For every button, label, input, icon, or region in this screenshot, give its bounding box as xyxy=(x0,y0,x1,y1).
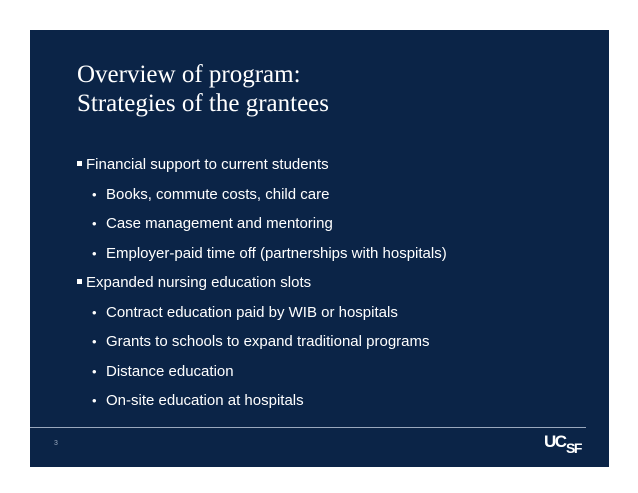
page-number: 3 xyxy=(54,440,58,447)
slide-title-line-2: Strategies of the grantees xyxy=(77,90,329,117)
bullet-text: Expanded nursing education slots xyxy=(86,274,312,291)
sub-bullet-item xyxy=(77,386,447,416)
bullet-text: Contract education paid by WIB or hospitals xyxy=(106,303,398,321)
slide-title-line-1: Overview of program: xyxy=(77,61,301,88)
sub-bullet-item xyxy=(77,239,447,269)
dot-bullet-icon: • xyxy=(92,393,97,408)
bullet-text: On-site education at hospitals xyxy=(106,392,304,409)
dot-bullet-icon: • xyxy=(92,363,97,379)
dot-bullet-icon: • xyxy=(92,334,97,349)
slide-title xyxy=(77,60,329,118)
bullet-text: Employer-paid time off (partnerships with hospitals) xyxy=(106,244,447,262)
bullet-text: Distance education xyxy=(106,362,234,380)
bullet-list xyxy=(77,150,447,416)
slide xyxy=(30,30,609,467)
logo-main-text: UC xyxy=(544,432,566,451)
bullet-text: Grants to schools to expand traditional programs xyxy=(106,333,430,350)
dot-bullet-icon: • xyxy=(92,186,97,202)
sub-bullet-item xyxy=(77,327,447,357)
dot-bullet-icon: • xyxy=(92,245,97,261)
logo-sub-text: SF xyxy=(566,440,581,456)
sub-bullet-item xyxy=(77,298,447,328)
bullet-text: Books, commute costs, child care xyxy=(106,185,330,203)
footer-divider xyxy=(30,427,586,428)
dot-bullet-icon: • xyxy=(92,216,97,231)
square-bullet-icon xyxy=(77,279,82,284)
ucsf-logo xyxy=(544,432,590,458)
bullet-text: Case management and mentoring xyxy=(106,215,333,232)
sub-bullet-item xyxy=(77,180,447,210)
bullet-item xyxy=(77,150,447,180)
sub-bullet-item xyxy=(77,357,447,387)
bullet-text: Financial support to current students xyxy=(86,156,329,173)
dot-bullet-icon: • xyxy=(92,304,97,320)
bullet-item xyxy=(77,268,447,298)
square-bullet-icon xyxy=(77,161,82,166)
sub-bullet-item xyxy=(77,209,447,239)
